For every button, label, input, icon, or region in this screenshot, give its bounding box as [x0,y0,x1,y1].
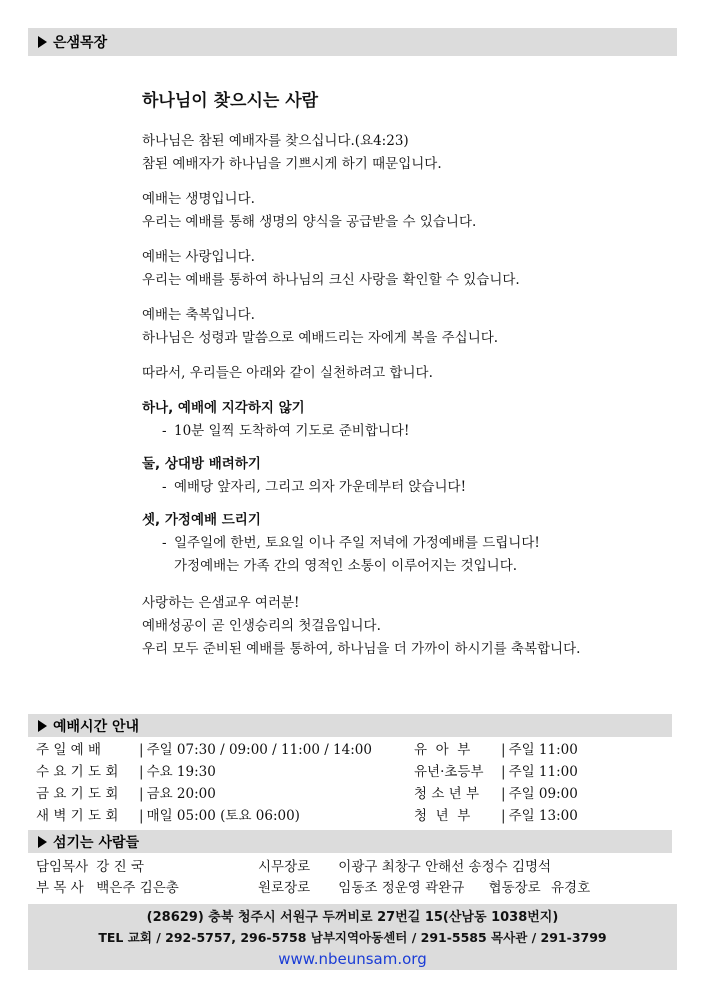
paragraph-3 [142,246,662,292]
worship-row-infant: 유 아 부 | 주일 11:00 [414,739,578,761]
section-title: 섬기는 사람들 [53,834,140,851]
worship-label: 주 일 예 배 [36,742,102,758]
point-item-1: - 10분 일찍 도착하여 기도로 준비합니다! [162,423,410,439]
paragraph-line: 우리는 예배를 통하여 하나님의 크신 사랑을 확인할 수 있습니다. [142,272,520,288]
paragraph-4 [142,304,662,350]
worship-time: 주일 11:00 [508,742,578,758]
paragraph-line: 예배는 축복입니다. [142,307,255,323]
staff-row-2-right [258,877,590,899]
section-header-staff [28,830,672,853]
paragraph-line: 예배는 사랑입니다. [142,249,255,265]
worship-time: 수요 19:30 [146,764,216,780]
triangle-right-icon [38,36,47,48]
worship-time: 금요 20:00 [146,786,216,802]
worship-row-friday: 금 요 기 도 회 | 금요 20:00 [36,783,216,805]
paragraph-line: 우리는 예배를 통해 생명의 양식을 공급받을 수 있습니다. [142,214,477,230]
staff-names: 이광구 최창구 안해선 송정수 김명석 [338,859,552,875]
article-title: 하나님이 찾으시는 사람 [142,91,319,111]
closing-line: 우리 모두 준비된 예배를 통하여, 하나님을 더 가까이 하시기를 축복합니다. [142,641,581,657]
worship-label: 청 소 년 부 [414,786,480,802]
point-heading-3: 셋, 가정예배 드리기 [142,512,261,528]
section-title: 은샘목장 [53,35,108,51]
section-title: 예배시간 안내 [53,718,140,735]
paragraph-5: 따라서, 우리들은 아래와 같이 실천하려고 합니다. [142,365,433,381]
closing-paragraph [142,592,662,661]
section-header-worship [28,714,672,737]
church-address: (28629) 충북 청주시 서원구 두꺼비로 27번길 15(산남동 1038번지) [146,910,559,925]
staff-names: 백은주 김은총 [96,880,179,896]
section-header-eunsam [28,28,677,56]
staff-row-1-right [258,856,551,878]
staff-names: 임동조 정운영 곽완규 [338,880,465,896]
closing-line: 사랑하는 은샘교우 여러분! [142,595,300,611]
paragraph-line: 하나님은 성령과 말씀으로 예배드리는 자에게 복을 주십니다. [142,330,499,346]
worship-row-youth: 청 소 년 부 | 주일 09:00 [414,783,578,805]
worship-label: 새 벽 기 도 회 [36,808,119,824]
paragraph-line: 참된 예배자가 하나님을 기쁘시게 하기 때문입니다. [142,156,442,172]
paragraph-1 [142,130,662,176]
worship-time: 주일 11:00 [508,764,578,780]
church-phone: TEL 교회 / 292-5757, 296-5758 남부지역아동센터 / 291-5585 목사관 / 291-3799 [98,930,607,945]
staff-row-1 [36,856,144,878]
triangle-right-icon [38,720,47,732]
worship-label: 유년·초등부 [414,764,484,780]
worship-time: 주일 09:00 [508,786,578,802]
paragraph-line: 예배는 생명입니다. [142,191,255,207]
article [142,90,662,673]
staff-names: 유경호 [551,880,591,896]
staff-label: 담임목사 [36,859,89,875]
closing-line: 예배성공이 곧 인생승리의 첫걸음입니다. [142,618,381,634]
worship-row-sunday: 주 일 예 배 | 주일 07:30 / 09:00 / 11:00 / 14:00 [36,739,372,761]
point-heading-2: 둘, 상대방 배려하기 [142,456,261,472]
worship-row-young-adult: 청 년 부 | 주일 13:00 [414,805,578,827]
point-item-3: - 일주일에 한번, 토요일 이나 주일 저녁에 가정예배를 드립니다! 가정예배는 가족 간의 영적인 소통이 이루어지는 것입니다. [142,532,662,578]
worship-time: 주일 07:30 / 09:00 / 11:00 / 14:00 [146,742,372,758]
worship-row-wednesday: 수 요 기 도 회 | 수요 19:30 [36,761,216,783]
staff-label: 부 목 사 [36,880,84,896]
worship-label: 수 요 기 도 회 [36,764,119,780]
point-line: 가정예배는 가족 간의 영적인 소통이 이루어지는 것입니다. [174,558,518,574]
paragraph-line: 하나님은 참된 예배자를 찾으십니다.(요4:23) [142,133,409,149]
staff-label: 시무장로 [258,859,311,875]
point-item-2: - 예배당 앞자리, 그리고 의자 가운데부터 앉습니다! [162,479,466,495]
worship-label: 청 년 부 [414,808,471,824]
website-link[interactable]: www.nbeunsam.org [278,950,427,968]
worship-row-dawn: 새 벽 기 도 회 | 매일 05:00 (토요 06:00) [36,805,300,827]
point-line: 예배당 앞자리, 그리고 의자 가운데부터 앉습니다! [174,479,466,495]
paragraph-2 [142,188,662,234]
worship-row-elementary: 유년·초등부 | 주일 11:00 [414,761,578,783]
worship-time: 주일 13:00 [508,808,578,824]
worship-label: 금 요 기 도 회 [36,786,119,802]
worship-label: 유 아 부 [414,742,471,758]
point-heading-1: 하나, 예배에 지각하지 않기 [142,400,305,416]
staff-names: 강 진 국 [96,859,145,875]
triangle-right-icon [38,836,47,848]
worship-time: 매일 05:00 (토요 06:00) [146,808,300,824]
staff-row-2 [36,877,179,899]
footer [28,904,677,970]
staff-label: 원로장로 [258,880,311,896]
point-line: 일주일에 한번, 토요일 이나 주일 저녁에 가정예배를 드립니다! [174,535,540,551]
staff-label: 협동장로 [488,880,541,896]
point-line: 10분 일찍 도착하여 기도로 준비합니다! [174,423,410,439]
